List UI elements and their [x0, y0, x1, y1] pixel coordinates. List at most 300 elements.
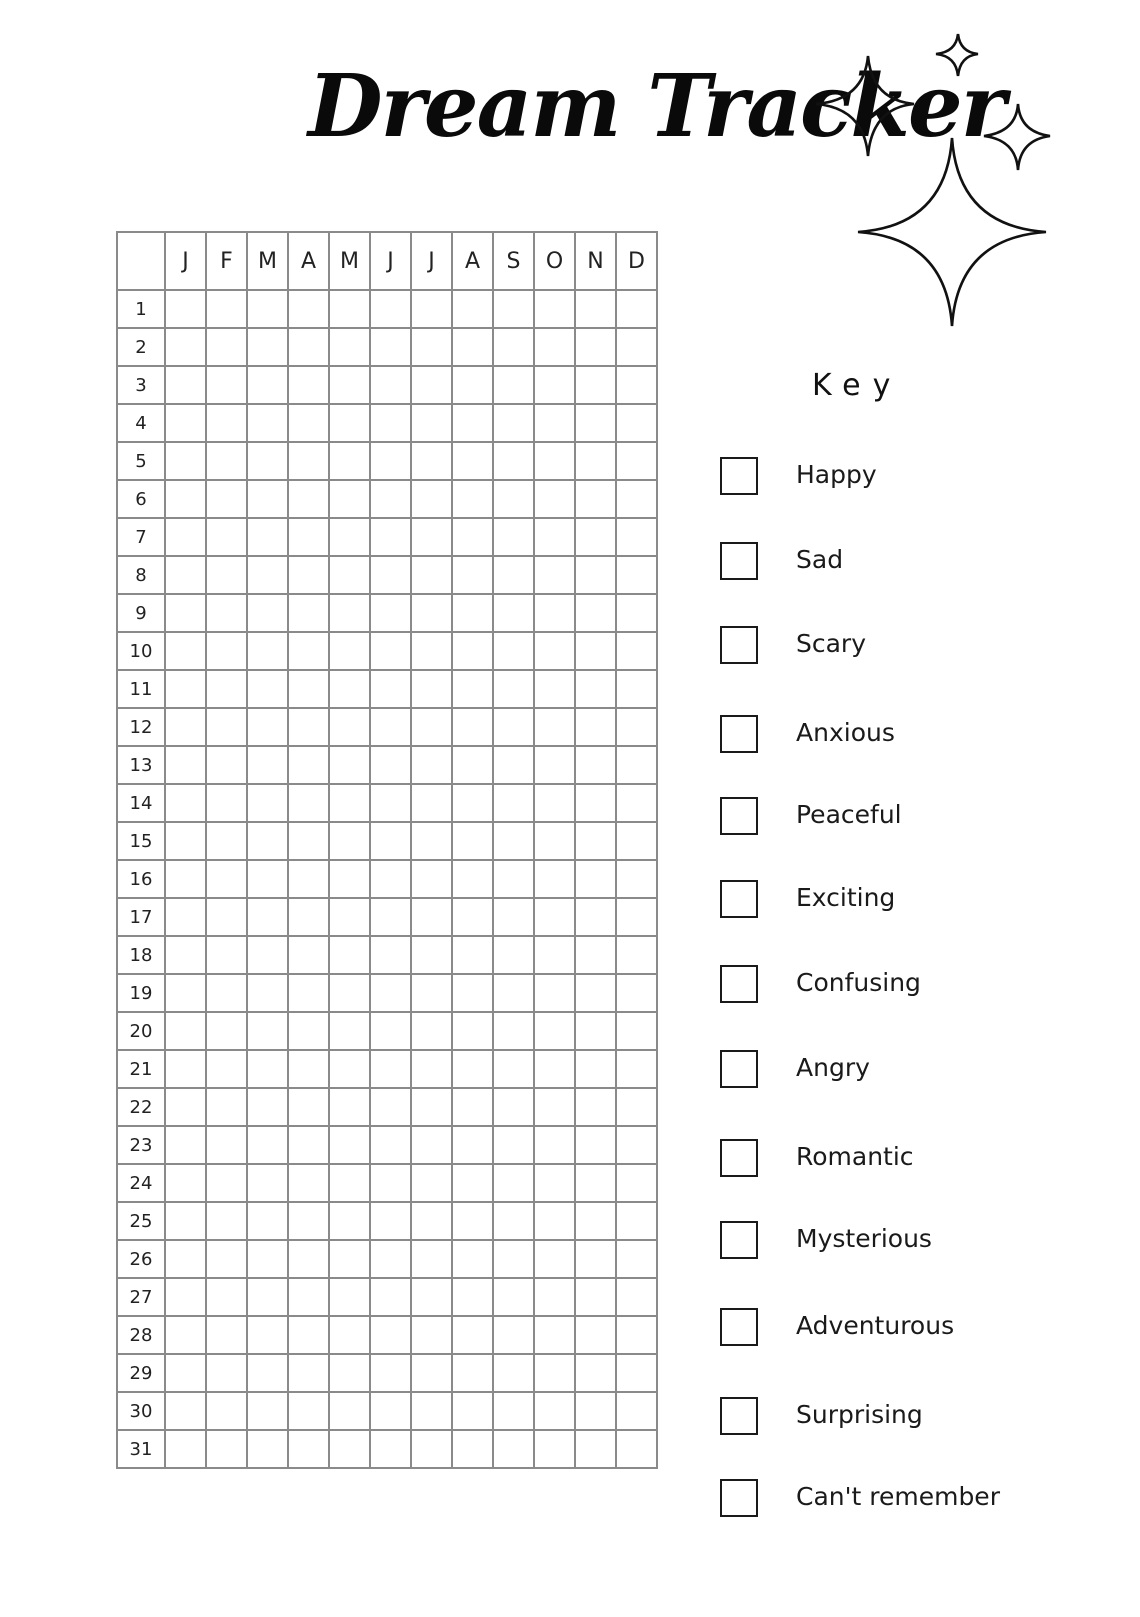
tracker-cell[interactable]: [247, 822, 288, 860]
tracker-cell[interactable]: [575, 1354, 616, 1392]
tracker-cell[interactable]: [493, 518, 534, 556]
tracker-cell[interactable]: [206, 1278, 247, 1316]
tracker-cell[interactable]: [452, 1392, 493, 1430]
tracker-cell[interactable]: [534, 1392, 575, 1430]
tracker-cell[interactable]: [165, 404, 206, 442]
tracker-cell[interactable]: [452, 1012, 493, 1050]
tracker-cell[interactable]: [370, 1278, 411, 1316]
tracker-cell[interactable]: [411, 1430, 452, 1468]
tracker-cell[interactable]: [206, 1088, 247, 1126]
tracker-cell[interactable]: [206, 328, 247, 366]
tracker-cell[interactable]: [575, 1392, 616, 1430]
key-item[interactable]: [720, 1221, 1080, 1265]
tracker-cell[interactable]: [616, 1316, 657, 1354]
tracker-cell[interactable]: [493, 746, 534, 784]
tracker-cell[interactable]: [329, 1088, 370, 1126]
tracker-cell[interactable]: [206, 974, 247, 1012]
tracker-cell[interactable]: [493, 290, 534, 328]
tracker-cell[interactable]: [493, 822, 534, 860]
tracker-cell[interactable]: [411, 1050, 452, 1088]
tracker-cell[interactable]: [247, 746, 288, 784]
tracker-cell[interactable]: [329, 1012, 370, 1050]
tracker-cell[interactable]: [165, 822, 206, 860]
tracker-cell[interactable]: [370, 1012, 411, 1050]
tracker-cell[interactable]: [534, 328, 575, 366]
tracker-cell[interactable]: [370, 404, 411, 442]
tracker-cell[interactable]: [288, 328, 329, 366]
tracker-cell[interactable]: [247, 898, 288, 936]
tracker-cell[interactable]: [534, 1278, 575, 1316]
tracker-cell[interactable]: [165, 1126, 206, 1164]
tracker-cell[interactable]: [575, 974, 616, 1012]
tracker-cell[interactable]: [206, 1164, 247, 1202]
tracker-cell[interactable]: [247, 594, 288, 632]
tracker-cell[interactable]: [165, 974, 206, 1012]
tracker-cell[interactable]: [411, 328, 452, 366]
key-checkbox[interactable]: [720, 1308, 758, 1346]
tracker-cell[interactable]: [616, 1164, 657, 1202]
tracker-cell[interactable]: [452, 822, 493, 860]
tracker-cell[interactable]: [288, 670, 329, 708]
tracker-cell[interactable]: [247, 1240, 288, 1278]
tracker-cell[interactable]: [575, 594, 616, 632]
key-checkbox[interactable]: [720, 880, 758, 918]
tracker-cell[interactable]: [534, 1012, 575, 1050]
tracker-cell[interactable]: [534, 860, 575, 898]
tracker-cell[interactable]: [370, 1126, 411, 1164]
tracker-cell[interactable]: [370, 1240, 411, 1278]
tracker-cell[interactable]: [534, 1164, 575, 1202]
tracker-cell[interactable]: [411, 746, 452, 784]
tracker-cell[interactable]: [165, 1012, 206, 1050]
tracker-cell[interactable]: [370, 936, 411, 974]
tracker-cell[interactable]: [534, 1050, 575, 1088]
tracker-cell[interactable]: [370, 632, 411, 670]
tracker-cell[interactable]: [206, 708, 247, 746]
tracker-cell[interactable]: [165, 1050, 206, 1088]
tracker-cell[interactable]: [288, 746, 329, 784]
tracker-cell[interactable]: [616, 898, 657, 936]
tracker-cell[interactable]: [452, 1164, 493, 1202]
tracker-cell[interactable]: [452, 1430, 493, 1468]
tracker-cell[interactable]: [534, 746, 575, 784]
tracker-cell[interactable]: [247, 1316, 288, 1354]
tracker-cell[interactable]: [165, 708, 206, 746]
tracker-cell[interactable]: [575, 518, 616, 556]
tracker-cell[interactable]: [493, 1430, 534, 1468]
tracker-cell[interactable]: [534, 784, 575, 822]
tracker-cell[interactable]: [534, 708, 575, 746]
tracker-cell[interactable]: [329, 784, 370, 822]
tracker-cell[interactable]: [165, 632, 206, 670]
key-checkbox[interactable]: [720, 457, 758, 495]
tracker-cell[interactable]: [616, 746, 657, 784]
tracker-cell[interactable]: [370, 328, 411, 366]
tracker-cell[interactable]: [575, 1164, 616, 1202]
key-item[interactable]: [720, 1308, 1080, 1352]
tracker-cell[interactable]: [411, 1354, 452, 1392]
tracker-cell[interactable]: [288, 1050, 329, 1088]
tracker-cell[interactable]: [329, 1278, 370, 1316]
tracker-cell[interactable]: [411, 1392, 452, 1430]
tracker-cell[interactable]: [411, 784, 452, 822]
tracker-cell[interactable]: [247, 480, 288, 518]
tracker-cell[interactable]: [411, 936, 452, 974]
tracker-cell[interactable]: [493, 670, 534, 708]
tracker-cell[interactable]: [329, 556, 370, 594]
tracker-cell[interactable]: [329, 1354, 370, 1392]
tracker-cell[interactable]: [370, 556, 411, 594]
tracker-cell[interactable]: [575, 1050, 616, 1088]
tracker-cell[interactable]: [452, 594, 493, 632]
tracker-cell[interactable]: [534, 442, 575, 480]
tracker-cell[interactable]: [411, 556, 452, 594]
tracker-cell[interactable]: [206, 1430, 247, 1468]
tracker-cell[interactable]: [575, 1126, 616, 1164]
tracker-cell[interactable]: [493, 1316, 534, 1354]
tracker-cell[interactable]: [411, 1202, 452, 1240]
tracker-cell[interactable]: [452, 898, 493, 936]
tracker-cell[interactable]: [616, 594, 657, 632]
key-item[interactable]: [720, 626, 1080, 670]
tracker-cell[interactable]: [575, 1240, 616, 1278]
tracker-cell[interactable]: [534, 366, 575, 404]
tracker-cell[interactable]: [493, 1354, 534, 1392]
tracker-cell[interactable]: [493, 1088, 534, 1126]
tracker-cell[interactable]: [616, 1430, 657, 1468]
key-item[interactable]: [720, 880, 1080, 924]
tracker-cell[interactable]: [370, 670, 411, 708]
tracker-cell[interactable]: [411, 670, 452, 708]
tracker-cell[interactable]: [247, 1430, 288, 1468]
tracker-cell[interactable]: [534, 670, 575, 708]
tracker-cell[interactable]: [575, 556, 616, 594]
tracker-cell[interactable]: [493, 480, 534, 518]
tracker-cell[interactable]: [165, 1430, 206, 1468]
tracker-cell[interactable]: [288, 860, 329, 898]
tracker-cell[interactable]: [288, 1240, 329, 1278]
tracker-cell[interactable]: [165, 1354, 206, 1392]
tracker-cell[interactable]: [370, 784, 411, 822]
tracker-cell[interactable]: [452, 1050, 493, 1088]
tracker-cell[interactable]: [534, 518, 575, 556]
key-item[interactable]: [720, 1397, 1080, 1441]
tracker-cell[interactable]: [288, 556, 329, 594]
tracker-cell[interactable]: [575, 480, 616, 518]
tracker-cell[interactable]: [534, 1240, 575, 1278]
tracker-cell[interactable]: [247, 442, 288, 480]
tracker-cell[interactable]: [616, 518, 657, 556]
tracker-cell[interactable]: [165, 442, 206, 480]
tracker-cell[interactable]: [452, 518, 493, 556]
tracker-cell[interactable]: [370, 860, 411, 898]
tracker-cell[interactable]: [575, 1430, 616, 1468]
tracker-cell[interactable]: [534, 1316, 575, 1354]
tracker-cell[interactable]: [452, 974, 493, 1012]
tracker-cell[interactable]: [329, 936, 370, 974]
tracker-cell[interactable]: [452, 670, 493, 708]
key-checkbox[interactable]: [720, 1397, 758, 1435]
tracker-cell[interactable]: [165, 784, 206, 822]
tracker-cell[interactable]: [165, 366, 206, 404]
tracker-cell[interactable]: [616, 822, 657, 860]
tracker-cell[interactable]: [247, 632, 288, 670]
tracker-cell[interactable]: [288, 1126, 329, 1164]
tracker-cell[interactable]: [616, 1202, 657, 1240]
tracker-cell[interactable]: [206, 1354, 247, 1392]
tracker-cell[interactable]: [288, 1430, 329, 1468]
tracker-cell[interactable]: [247, 556, 288, 594]
tracker-cell[interactable]: [616, 860, 657, 898]
tracker-cell[interactable]: [247, 366, 288, 404]
tracker-cell[interactable]: [411, 860, 452, 898]
tracker-cell[interactable]: [165, 860, 206, 898]
tracker-cell[interactable]: [411, 708, 452, 746]
tracker-cell[interactable]: [329, 518, 370, 556]
tracker-cell[interactable]: [493, 1202, 534, 1240]
tracker-cell[interactable]: [288, 1088, 329, 1126]
tracker-cell[interactable]: [165, 1164, 206, 1202]
tracker-cell[interactable]: [288, 594, 329, 632]
tracker-cell[interactable]: [534, 936, 575, 974]
key-checkbox[interactable]: [720, 715, 758, 753]
tracker-cell[interactable]: [493, 1126, 534, 1164]
tracker-cell[interactable]: [452, 404, 493, 442]
tracker-cell[interactable]: [616, 1126, 657, 1164]
tracker-cell[interactable]: [329, 708, 370, 746]
tracker-cell[interactable]: [575, 366, 616, 404]
tracker-cell[interactable]: [575, 1012, 616, 1050]
tracker-cell[interactable]: [534, 632, 575, 670]
tracker-cell[interactable]: [493, 366, 534, 404]
key-checkbox[interactable]: [720, 1050, 758, 1088]
tracker-cell[interactable]: [247, 518, 288, 556]
key-checkbox[interactable]: [720, 965, 758, 1003]
tracker-cell[interactable]: [206, 480, 247, 518]
tracker-cell[interactable]: [575, 670, 616, 708]
tracker-cell[interactable]: [329, 1240, 370, 1278]
tracker-cell[interactable]: [493, 1164, 534, 1202]
key-item[interactable]: [720, 965, 1080, 1009]
tracker-cell[interactable]: [165, 1088, 206, 1126]
tracker-cell[interactable]: [247, 1126, 288, 1164]
tracker-cell[interactable]: [370, 746, 411, 784]
tracker-cell[interactable]: [534, 556, 575, 594]
tracker-cell[interactable]: [411, 1316, 452, 1354]
tracker-cell[interactable]: [411, 480, 452, 518]
tracker-cell[interactable]: [329, 822, 370, 860]
tracker-cell[interactable]: [411, 974, 452, 1012]
tracker-cell[interactable]: [370, 518, 411, 556]
tracker-cell[interactable]: [247, 708, 288, 746]
tracker-cell[interactable]: [616, 404, 657, 442]
tracker-cell[interactable]: [370, 1392, 411, 1430]
key-checkbox[interactable]: [720, 626, 758, 664]
tracker-cell[interactable]: [247, 1202, 288, 1240]
tracker-cell[interactable]: [206, 290, 247, 328]
tracker-cell[interactable]: [370, 974, 411, 1012]
tracker-cell[interactable]: [616, 1050, 657, 1088]
tracker-cell[interactable]: [493, 784, 534, 822]
tracker-cell[interactable]: [370, 1316, 411, 1354]
tracker-cell[interactable]: [534, 1126, 575, 1164]
tracker-cell[interactable]: [575, 290, 616, 328]
tracker-cell[interactable]: [493, 328, 534, 366]
tracker-cell[interactable]: [616, 1012, 657, 1050]
tracker-cell[interactable]: [534, 594, 575, 632]
key-checkbox[interactable]: [720, 542, 758, 580]
tracker-cell[interactable]: [247, 1012, 288, 1050]
tracker-cell[interactable]: [288, 784, 329, 822]
tracker-cell[interactable]: [411, 632, 452, 670]
tracker-cell[interactable]: [165, 594, 206, 632]
tracker-cell[interactable]: [534, 974, 575, 1012]
tracker-cell[interactable]: [616, 1278, 657, 1316]
tracker-cell[interactable]: [411, 1164, 452, 1202]
tracker-cell[interactable]: [452, 366, 493, 404]
tracker-cell[interactable]: [493, 898, 534, 936]
tracker-cell[interactable]: [493, 1012, 534, 1050]
tracker-cell[interactable]: [247, 1278, 288, 1316]
tracker-cell[interactable]: [411, 366, 452, 404]
tracker-cell[interactable]: [534, 1430, 575, 1468]
tracker-cell[interactable]: [206, 784, 247, 822]
key-item[interactable]: [720, 1479, 1080, 1523]
tracker-cell[interactable]: [288, 1202, 329, 1240]
tracker-cell[interactable]: [575, 784, 616, 822]
tracker-cell[interactable]: [370, 366, 411, 404]
tracker-cell[interactable]: [247, 1164, 288, 1202]
tracker-cell[interactable]: [288, 480, 329, 518]
tracker-cell[interactable]: [370, 1164, 411, 1202]
tracker-cell[interactable]: [411, 1240, 452, 1278]
tracker-cell[interactable]: [493, 708, 534, 746]
tracker-cell[interactable]: [493, 1278, 534, 1316]
tracker-cell[interactable]: [288, 936, 329, 974]
tracker-cell[interactable]: [329, 594, 370, 632]
tracker-cell[interactable]: [247, 860, 288, 898]
tracker-cell[interactable]: [329, 328, 370, 366]
key-item[interactable]: [720, 1139, 1080, 1183]
tracker-cell[interactable]: [411, 1012, 452, 1050]
tracker-cell[interactable]: [247, 784, 288, 822]
tracker-cell[interactable]: [575, 632, 616, 670]
tracker-cell[interactable]: [329, 480, 370, 518]
tracker-cell[interactable]: [616, 480, 657, 518]
tracker-cell[interactable]: [206, 404, 247, 442]
tracker-cell[interactable]: [616, 1240, 657, 1278]
tracker-cell[interactable]: [288, 708, 329, 746]
tracker-cell[interactable]: [452, 1240, 493, 1278]
tracker-cell[interactable]: [206, 936, 247, 974]
tracker-cell[interactable]: [329, 1392, 370, 1430]
tracker-cell[interactable]: [452, 480, 493, 518]
tracker-cell[interactable]: [493, 1240, 534, 1278]
tracker-cell[interactable]: [329, 1050, 370, 1088]
tracker-cell[interactable]: [206, 632, 247, 670]
tracker-cell[interactable]: [165, 328, 206, 366]
tracker-cell[interactable]: [493, 860, 534, 898]
tracker-cell[interactable]: [493, 632, 534, 670]
tracker-cell[interactable]: [575, 1316, 616, 1354]
tracker-cell[interactable]: [247, 404, 288, 442]
tracker-cell[interactable]: [206, 1392, 247, 1430]
tracker-cell[interactable]: [370, 594, 411, 632]
key-item[interactable]: [720, 542, 1080, 586]
tracker-cell[interactable]: [452, 784, 493, 822]
tracker-cell[interactable]: [206, 556, 247, 594]
tracker-cell[interactable]: [411, 442, 452, 480]
tracker-cell[interactable]: [370, 480, 411, 518]
tracker-cell[interactable]: [206, 1316, 247, 1354]
tracker-cell[interactable]: [329, 860, 370, 898]
tracker-cell[interactable]: [370, 822, 411, 860]
tracker-cell[interactable]: [206, 366, 247, 404]
tracker-cell[interactable]: [534, 1202, 575, 1240]
tracker-cell[interactable]: [534, 898, 575, 936]
tracker-cell[interactable]: [452, 936, 493, 974]
tracker-cell[interactable]: [575, 708, 616, 746]
tracker-cell[interactable]: [575, 936, 616, 974]
tracker-cell[interactable]: [452, 1278, 493, 1316]
tracker-cell[interactable]: [165, 1392, 206, 1430]
tracker-cell[interactable]: [288, 1012, 329, 1050]
tracker-cell[interactable]: [452, 442, 493, 480]
tracker-cell[interactable]: [329, 1126, 370, 1164]
tracker-cell[interactable]: [206, 1202, 247, 1240]
tracker-cell[interactable]: [575, 1278, 616, 1316]
tracker-cell[interactable]: [206, 822, 247, 860]
tracker-cell[interactable]: [288, 404, 329, 442]
tracker-cell[interactable]: [411, 518, 452, 556]
tracker-cell[interactable]: [452, 1354, 493, 1392]
tracker-cell[interactable]: [616, 708, 657, 746]
tracker-cell[interactable]: [247, 670, 288, 708]
tracker-cell[interactable]: [616, 974, 657, 1012]
tracker-cell[interactable]: [411, 1278, 452, 1316]
tracker-cell[interactable]: [206, 1126, 247, 1164]
tracker-cell[interactable]: [575, 898, 616, 936]
tracker-cell[interactable]: [165, 1240, 206, 1278]
tracker-cell[interactable]: [370, 1430, 411, 1468]
tracker-cell[interactable]: [534, 290, 575, 328]
tracker-cell[interactable]: [411, 1126, 452, 1164]
tracker-cell[interactable]: [206, 746, 247, 784]
tracker-cell[interactable]: [616, 670, 657, 708]
tracker-cell[interactable]: [616, 1088, 657, 1126]
tracker-cell[interactable]: [288, 366, 329, 404]
tracker-cell[interactable]: [411, 822, 452, 860]
tracker-cell[interactable]: [493, 442, 534, 480]
tracker-cell[interactable]: [534, 404, 575, 442]
tracker-cell[interactable]: [493, 556, 534, 594]
tracker-cell[interactable]: [165, 898, 206, 936]
tracker-cell[interactable]: [206, 594, 247, 632]
tracker-cell[interactable]: [452, 860, 493, 898]
tracker-cell[interactable]: [452, 1316, 493, 1354]
tracker-cell[interactable]: [247, 1392, 288, 1430]
tracker-cell[interactable]: [575, 1202, 616, 1240]
tracker-cell[interactable]: [452, 328, 493, 366]
tracker-cell[interactable]: [370, 442, 411, 480]
tracker-cell[interactable]: [247, 290, 288, 328]
tracker-cell[interactable]: [329, 404, 370, 442]
tracker-cell[interactable]: [493, 1050, 534, 1088]
tracker-cell[interactable]: [329, 290, 370, 328]
tracker-cell[interactable]: [534, 480, 575, 518]
tracker-cell[interactable]: [247, 328, 288, 366]
tracker-cell[interactable]: [288, 442, 329, 480]
